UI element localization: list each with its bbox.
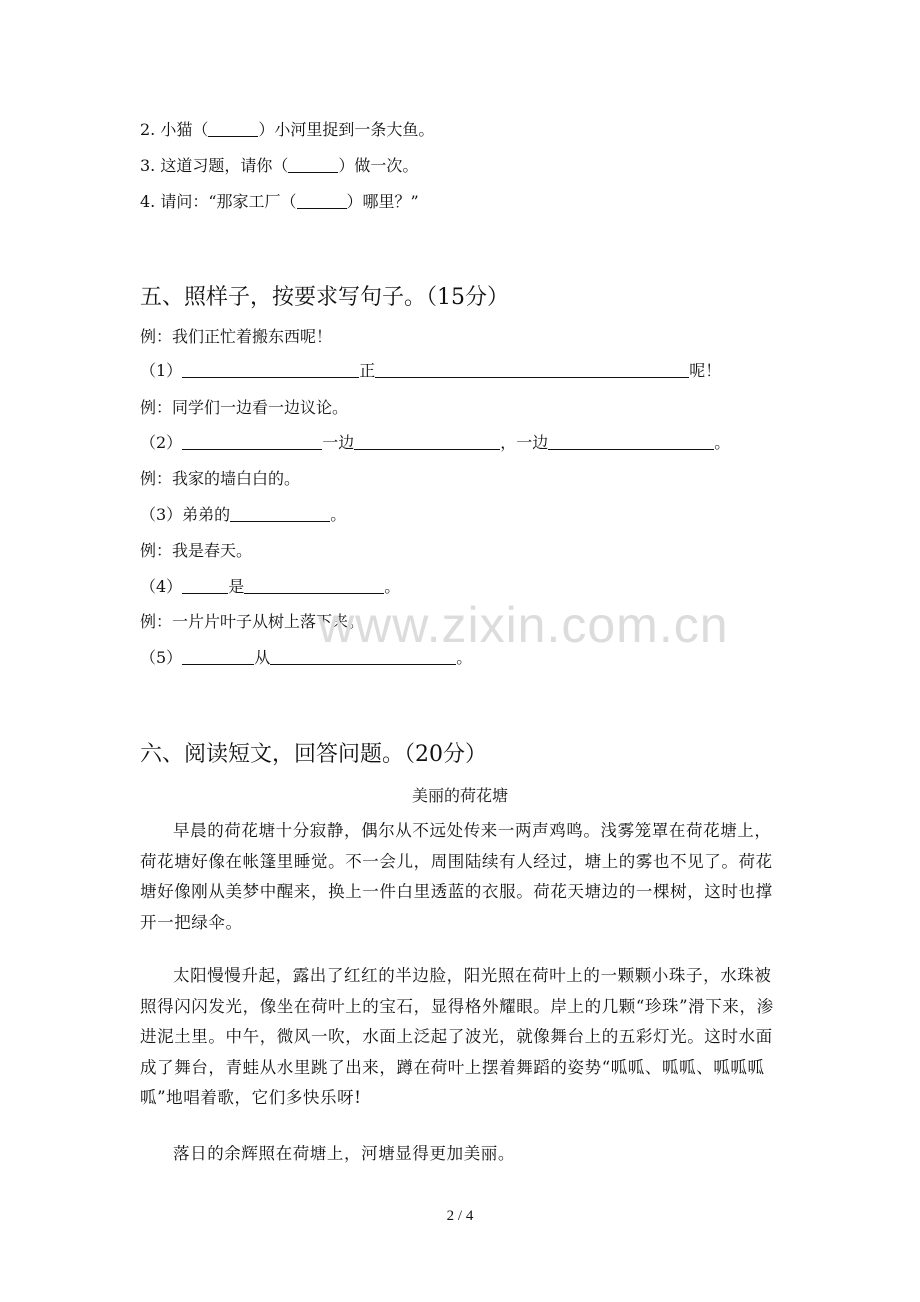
answer-blank[interactable]	[297, 192, 347, 209]
question-connector: 是	[228, 577, 245, 596]
passage-text: 太阳慢慢升起，露出了红红的半边脸，阳光照在荷叶上的一颗颗小珠子，水珠被照得闪闪发光，像坐在荷叶上的宝石，显得格外耀眼。岸上的几颗“珍珠”滑下来，渗进泥土里。中午，微风一吹，水面上泛起了波光，就像舞台上的五彩灯光。这时水面成了舞台，青蛙从水里跳了出来，蹲在荷叶上摆着舞蹈的姿势“呱呱、呱呱、呱呱呱呱”地唱着歌，它们多快乐呀!	[140, 966, 774, 1107]
question-3	[140, 505, 346, 525]
fill-item-suffix: ）做一次。	[338, 156, 419, 175]
answer-blank[interactable]	[375, 361, 689, 378]
answer-blank[interactable]	[230, 505, 330, 522]
question-connector: 正	[359, 361, 376, 380]
answer-blank[interactable]	[182, 361, 359, 378]
answer-blank[interactable]	[548, 433, 714, 450]
fill-item-prefix: 4. 请问：“那家工厂（	[140, 192, 297, 211]
fill-item-prefix: 3. 这道习题，请你（	[140, 156, 289, 175]
question-2	[140, 433, 730, 453]
example-4: 例：我是春天。	[140, 541, 253, 560]
fill-item-prefix: 2. 小猫（	[140, 120, 209, 139]
passage-text: 落日的余辉照在荷塘上，河塘显得更加美丽。	[173, 1144, 515, 1163]
question-connector: 从	[254, 648, 271, 667]
question-number: （5）	[140, 648, 183, 667]
passage-text: 早晨的荷花塘十分寂静，偶尔从不远处传来一两声鸡鸣。浅雾笼罩在荷花塘上，荷花塘好像在帐篷里睡觉。不一会儿，周围陆续有人经过，塘上的雾也不见了。荷花塘好像刚从美梦中醒来，换上一件白里透蓝的衣服。荷花天塘边的一棵树，这时也撑开一把绿伞。	[140, 821, 773, 932]
passage-paragraph-1	[140, 816, 785, 938]
question-connector: ，一边	[500, 433, 549, 452]
page-number: 2 / 4	[446, 1208, 474, 1224]
fill-item-suffix: ）小河里捉到一条大鱼。	[258, 120, 435, 139]
passage-paragraph-3	[140, 1139, 785, 1170]
section-5-heading: 五、照样子，按要求写句子。（15分）	[140, 285, 509, 310]
answer-blank[interactable]	[182, 648, 254, 665]
answer-blank[interactable]	[354, 433, 500, 450]
question-number: （2）	[140, 433, 183, 452]
answer-blank[interactable]	[182, 433, 322, 450]
passage-paragraph-2	[140, 961, 785, 1114]
watermark: www.zixin.com.cn	[318, 597, 729, 653]
question-ending: 。	[456, 648, 473, 667]
fill-item-2	[140, 120, 434, 140]
passage-title: 美丽的荷花塘	[411, 786, 508, 805]
question-connector: 一边	[322, 433, 355, 452]
question-number: （1）	[140, 361, 183, 380]
fill-item-3	[140, 156, 418, 176]
question-1	[140, 361, 721, 381]
question-4	[140, 577, 400, 597]
example-1: 例：我们正忙着搬东西呢！	[140, 327, 333, 346]
example-2: 例：同学们一边看一边议论。	[140, 398, 349, 417]
example-3: 例：我家的墙白白的。	[140, 469, 301, 488]
question-ending: 。	[384, 577, 401, 596]
question-ending: 。	[330, 505, 347, 524]
section-6-heading: 六、阅读短文，回答问题。（20分）	[140, 742, 487, 767]
answer-blank[interactable]	[244, 577, 384, 594]
question-ending: 呢！	[689, 361, 722, 380]
answer-blank[interactable]	[208, 120, 258, 137]
question-number: （4）	[140, 577, 183, 596]
fill-item-suffix: ）哪里？”	[346, 192, 419, 211]
answer-blank[interactable]	[288, 156, 338, 173]
example-5: 例：一片片叶子从树上落下来。	[140, 612, 365, 631]
fill-item-4	[140, 192, 419, 212]
question-ending: 。	[714, 433, 731, 452]
question-number: （3）弟弟的	[140, 505, 231, 524]
answer-blank[interactable]	[182, 577, 228, 594]
